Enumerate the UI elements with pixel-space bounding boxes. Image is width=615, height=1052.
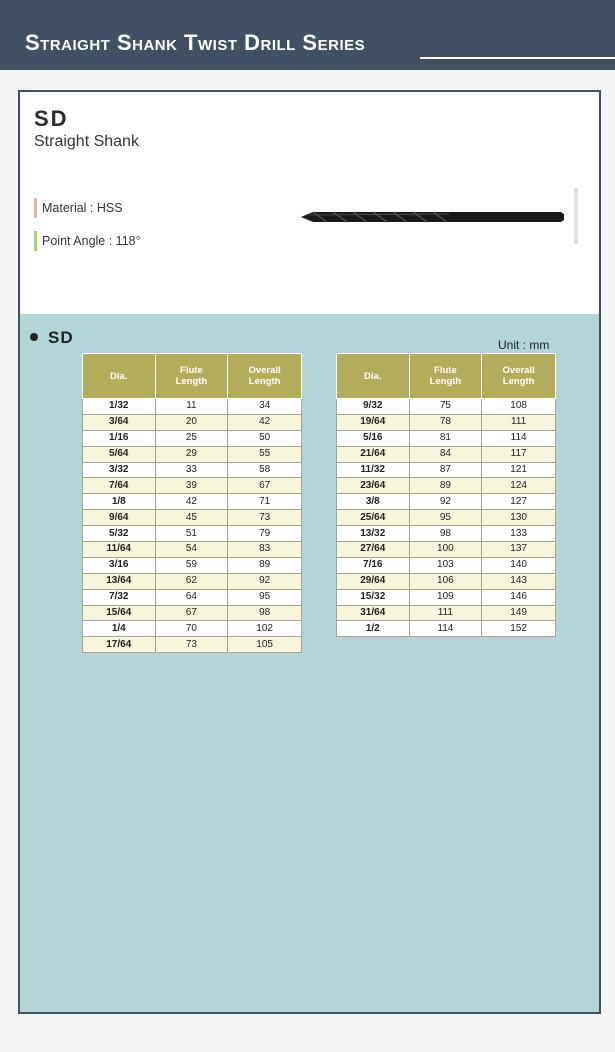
cell-flute-length: 62 (155, 573, 228, 589)
col-header-dia: Dia. (83, 354, 156, 399)
size-table-left (82, 353, 302, 653)
cell-flute-length: 70 (155, 621, 228, 637)
cell-flute-length: 87 (409, 462, 482, 478)
header-title: Straight Shank Twist Drill Series (25, 30, 366, 55)
spec-marker (34, 198, 37, 218)
drill-image (295, 192, 578, 242)
table-row (83, 494, 302, 510)
size-table-right (336, 353, 556, 637)
header-underline (420, 57, 615, 59)
spec-material-text: Material : HSS (42, 201, 123, 215)
cell-overall-length: 143 (482, 573, 556, 589)
cell-dia: 29/64 (337, 573, 410, 589)
cell-dia: 21/64 (337, 446, 410, 462)
cell-dia: 7/64 (83, 478, 156, 494)
cell-dia: 31/64 (337, 605, 410, 621)
table-row (337, 526, 556, 542)
cell-overall-length: 114 (482, 430, 556, 446)
cell-overall-length: 98 (228, 605, 302, 621)
table-row (337, 414, 556, 430)
col-header-dia: Dia. (337, 354, 410, 399)
spec-point-angle (34, 234, 141, 248)
cell-dia: 25/64 (337, 510, 410, 526)
product-panel (18, 90, 601, 1014)
cell-overall-length: 92 (228, 573, 302, 589)
table-row (83, 637, 302, 653)
cell-dia: 15/64 (83, 605, 156, 621)
unit-label: Unit : mm (498, 338, 550, 352)
cell-overall-length: 42 (228, 414, 302, 430)
cell-overall-length: 67 (228, 478, 302, 494)
cell-dia: 3/32 (83, 462, 156, 478)
cell-flute-length: 100 (409, 542, 482, 558)
cell-dia: 7/32 (83, 589, 156, 605)
section-label (30, 328, 74, 348)
cell-overall-length: 108 (482, 399, 556, 415)
cell-dia: 3/8 (337, 494, 410, 510)
cell-overall-length: 133 (482, 526, 556, 542)
col-header-overall: Overall Length (482, 354, 556, 399)
cell-dia: 3/64 (83, 414, 156, 430)
cell-overall-length: 140 (482, 557, 556, 573)
table-row (337, 399, 556, 415)
cell-dia: 13/32 (337, 526, 410, 542)
cell-flute-length: 45 (155, 510, 228, 526)
table-row (337, 573, 556, 589)
cell-dia: 13/64 (83, 573, 156, 589)
spec-material (34, 201, 123, 215)
cell-flute-length: 54 (155, 542, 228, 558)
cell-dia: 15/32 (337, 589, 410, 605)
cell-overall-length: 137 (482, 542, 556, 558)
table-row (83, 430, 302, 446)
cell-overall-length: 105 (228, 637, 302, 653)
cell-flute-length: 81 (409, 430, 482, 446)
cell-flute-length: 59 (155, 557, 228, 573)
cell-dia: 1/4 (83, 621, 156, 637)
drill-bit-illustration (299, 202, 569, 232)
product-code: SD (34, 106, 69, 131)
cell-flute-length: 109 (409, 589, 482, 605)
table-row (83, 399, 302, 415)
table-row (83, 605, 302, 621)
table-row (83, 542, 302, 558)
cell-overall-length: 34 (228, 399, 302, 415)
spec-point-angle-text: Point Angle : 118° (42, 234, 141, 248)
cell-flute-length: 89 (409, 478, 482, 494)
cell-flute-length: 78 (409, 414, 482, 430)
cell-dia: 3/16 (83, 557, 156, 573)
cell-flute-length: 95 (409, 510, 482, 526)
cell-overall-length: 71 (228, 494, 302, 510)
table-body (83, 399, 302, 653)
cell-overall-length: 58 (228, 462, 302, 478)
cell-dia: 1/8 (83, 494, 156, 510)
header-banner (0, 0, 615, 70)
cell-overall-length: 73 (228, 510, 302, 526)
cell-overall-length: 50 (228, 430, 302, 446)
table-row (337, 605, 556, 621)
col-header-flute: Flute Length (409, 354, 482, 399)
table-row (83, 510, 302, 526)
cell-flute-length: 106 (409, 573, 482, 589)
cell-overall-length: 117 (482, 446, 556, 462)
cell-flute-length: 51 (155, 526, 228, 542)
cell-dia: 1/16 (83, 430, 156, 446)
cell-overall-length: 127 (482, 494, 556, 510)
cell-flute-length: 103 (409, 557, 482, 573)
cell-overall-length: 152 (482, 621, 556, 637)
cell-overall-length: 83 (228, 542, 302, 558)
cell-overall-length: 95 (228, 589, 302, 605)
table-row (83, 621, 302, 637)
cell-dia: 17/64 (83, 637, 156, 653)
product-info (20, 92, 599, 314)
table-row (337, 621, 556, 637)
cell-flute-length: 11 (155, 399, 228, 415)
cell-dia: 9/32 (337, 399, 410, 415)
cell-overall-length: 102 (228, 621, 302, 637)
cell-flute-length: 20 (155, 414, 228, 430)
cell-overall-length: 55 (228, 446, 302, 462)
cell-flute-length: 114 (409, 621, 482, 637)
cell-dia: 9/64 (83, 510, 156, 526)
cell-dia: 5/64 (83, 446, 156, 462)
table-row (83, 589, 302, 605)
cell-dia: 1/32 (83, 399, 156, 415)
cell-dia: 23/64 (337, 478, 410, 494)
cell-flute-length: 98 (409, 526, 482, 542)
cell-flute-length: 25 (155, 430, 228, 446)
bullet-icon (30, 333, 38, 341)
image-frame-shadow (574, 188, 578, 244)
spec-marker (34, 231, 37, 251)
cell-overall-length: 111 (482, 414, 556, 430)
product-subtitle: Straight Shank (34, 133, 139, 150)
table-row (337, 446, 556, 462)
cell-overall-length: 121 (482, 462, 556, 478)
table-row (83, 446, 302, 462)
table-row (83, 526, 302, 542)
table-row (337, 494, 556, 510)
cell-dia: 7/16 (337, 557, 410, 573)
cell-dia: 5/32 (83, 526, 156, 542)
cell-dia: 11/64 (83, 542, 156, 558)
cell-flute-length: 29 (155, 446, 228, 462)
col-header-overall: Overall Length (228, 354, 302, 399)
table-header-row (83, 354, 302, 399)
cell-dia: 11/32 (337, 462, 410, 478)
table-row (83, 462, 302, 478)
cell-flute-length: 73 (155, 637, 228, 653)
cell-flute-length: 33 (155, 462, 228, 478)
table-row (337, 430, 556, 446)
cell-flute-length: 39 (155, 478, 228, 494)
cell-overall-length: 124 (482, 478, 556, 494)
table-row (83, 573, 302, 589)
table-body (337, 399, 556, 637)
cell-dia: 19/64 (337, 414, 410, 430)
cell-dia: 27/64 (337, 542, 410, 558)
table-header-row (337, 354, 556, 399)
cell-flute-length: 84 (409, 446, 482, 462)
table-row (83, 478, 302, 494)
col-header-flute: Flute Length (155, 354, 228, 399)
table-row (337, 510, 556, 526)
table-row (337, 462, 556, 478)
cell-flute-length: 42 (155, 494, 228, 510)
cell-flute-length: 111 (409, 605, 482, 621)
table-row (83, 557, 302, 573)
table-row (337, 478, 556, 494)
cell-flute-length: 75 (409, 399, 482, 415)
section-label-text: SD (48, 328, 74, 347)
cell-overall-length: 130 (482, 510, 556, 526)
cell-overall-length: 146 (482, 589, 556, 605)
cell-dia: 1/2 (337, 621, 410, 637)
table-row (337, 542, 556, 558)
cell-dia: 5/16 (337, 430, 410, 446)
cell-flute-length: 67 (155, 605, 228, 621)
cell-overall-length: 79 (228, 526, 302, 542)
cell-overall-length: 89 (228, 557, 302, 573)
table-row (83, 414, 302, 430)
cell-overall-length: 149 (482, 605, 556, 621)
table-row (337, 557, 556, 573)
cell-flute-length: 64 (155, 589, 228, 605)
size-chart-section (20, 314, 599, 1012)
table-row (337, 589, 556, 605)
cell-flute-length: 92 (409, 494, 482, 510)
